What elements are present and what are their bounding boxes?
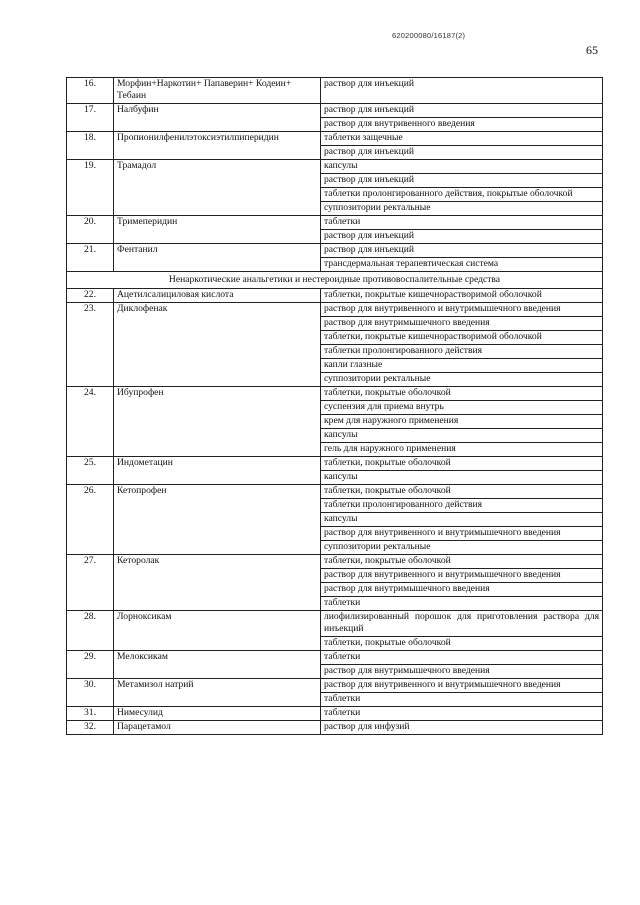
row-number: 27. [67, 555, 114, 611]
document-id: 620200080/16187(2) [392, 31, 466, 40]
dosage-form: таблетки, покрытые оболочкой [321, 637, 603, 651]
drug-name: Диклофенак [114, 303, 321, 387]
dosage-form: раствор для инъекций [321, 78, 603, 104]
dosage-form: раствор для инфузий [321, 721, 603, 735]
dosage-form: капсулы [321, 471, 603, 485]
row-number: 30. [67, 679, 114, 707]
dosage-form: раствор для внутривенного и внутримышечного введения [321, 527, 603, 541]
dosage-form: раствор для инъекций [321, 244, 603, 258]
drug-name: Парацетамол [114, 721, 321, 735]
table-row [67, 457, 603, 471]
dosage-form: таблетки пролонгированного действия [321, 499, 603, 513]
drug-name: Индометацин [114, 457, 321, 485]
dosage-form: раствор для внутривенного и внутримышечного введения [321, 303, 603, 317]
drug-name: Налбуфин [114, 104, 321, 132]
row-number: 26. [67, 485, 114, 555]
dosage-form: трансдермальная терапевтическая система [321, 258, 603, 272]
table-row [67, 244, 603, 258]
drug-name: Ибупрофен [114, 387, 321, 457]
dosage-form: таблетки [321, 216, 603, 230]
dosage-form: суппозитории ректальные [321, 202, 603, 216]
drug-table-body [67, 78, 603, 735]
drug-table [66, 77, 603, 735]
dosage-form: таблетки [321, 597, 603, 611]
table-row [67, 104, 603, 118]
drug-name: Морфин+Наркотин+ Папаверин+ Кодеин+ Тебаин [114, 78, 321, 104]
drug-name: Тримеперидин [114, 216, 321, 244]
dosage-form: суспензия для приема внутрь [321, 401, 603, 415]
table-row [67, 555, 603, 569]
table-row [67, 679, 603, 693]
dosage-form: таблетки, покрытые кишечнорастворимой оболочкой [321, 289, 603, 303]
row-number: 25. [67, 457, 114, 485]
dosage-form: раствор для внутримышечного введения [321, 583, 603, 597]
table-row [67, 160, 603, 174]
table-row [67, 289, 603, 303]
dosage-form: раствор для внутривенного и внутримышечного введения [321, 569, 603, 583]
dosage-form: таблетки, покрытые оболочкой [321, 387, 603, 401]
row-number: 18. [67, 132, 114, 160]
row-number: 21. [67, 244, 114, 272]
dosage-form: таблетки защечные [321, 132, 603, 146]
dosage-form: таблетки, покрытые оболочкой [321, 555, 603, 569]
dosage-form: капсулы [321, 160, 603, 174]
table-row [67, 132, 603, 146]
table-row [67, 707, 603, 721]
dosage-form: раствор для инъекций [321, 104, 603, 118]
drug-name: Трамадол [114, 160, 321, 216]
drug-name: Ацетилсалициловая кислота [114, 289, 321, 303]
dosage-form: капсулы [321, 513, 603, 527]
dosage-form: капсулы [321, 429, 603, 443]
row-number: 16. [67, 78, 114, 104]
dosage-form: раствор для инъекций [321, 146, 603, 160]
drug-name: Кетопрофен [114, 485, 321, 555]
drug-name: Кеторолак [114, 555, 321, 611]
dosage-form: раствор для внутримышечного введения [321, 665, 603, 679]
row-number: 29. [67, 651, 114, 679]
drug-name: Нимесулид [114, 707, 321, 721]
row-number: 23. [67, 303, 114, 387]
table-row [67, 216, 603, 230]
row-number: 22. [67, 289, 114, 303]
dosage-form: таблетки, покрытые оболочкой [321, 457, 603, 471]
table-row [67, 78, 603, 104]
dosage-form: раствор для инъекций [321, 230, 603, 244]
drug-name: Лорноксикам [114, 611, 321, 651]
dosage-form: лиофилизированный порошок для приготовления раствора для инъекций [321, 611, 603, 637]
table-row [67, 387, 603, 401]
dosage-form: таблетки [321, 707, 603, 721]
dosage-form: таблетки [321, 651, 603, 665]
dosage-form: раствор для инъекций [321, 174, 603, 188]
page-number: 65 [586, 43, 598, 57]
row-number: 19. [67, 160, 114, 216]
row-number: 20. [67, 216, 114, 244]
drug-name: Метамизол натрий [114, 679, 321, 707]
table-row [67, 611, 603, 637]
dosage-form: гель для наружного применения [321, 443, 603, 457]
dosage-form: раствор для внутривенного и внутримышечного введения [321, 679, 603, 693]
dosage-form: раствор для внутривенного введения [321, 118, 603, 132]
dosage-form: таблетки [321, 693, 603, 707]
dosage-form: раствор для внутримышечного введения [321, 317, 603, 331]
table-row [67, 721, 603, 735]
dosage-form: таблетки, покрытые кишечнорастворимой оболочкой [321, 331, 603, 345]
row-number: 31. [67, 707, 114, 721]
row-number: 17. [67, 104, 114, 132]
section-header-row [67, 272, 603, 289]
dosage-form: суппозитории ректальные [321, 373, 603, 387]
table-row [67, 651, 603, 665]
dosage-form: суппозитории ректальные [321, 541, 603, 555]
dosage-form: таблетки пролонгированного действия [321, 345, 603, 359]
row-number: 32. [67, 721, 114, 735]
dosage-form: капли глазные [321, 359, 603, 373]
table-row [67, 303, 603, 317]
row-number: 24. [67, 387, 114, 457]
dosage-form: крем для наружного применения [321, 415, 603, 429]
section-title: Ненаркотические анальгетики и нестероидные противовоспалительные средства [67, 272, 603, 289]
dosage-form: таблетки пролонгированного действия, покрытые оболочкой [321, 188, 603, 202]
row-number: 28. [67, 611, 114, 651]
drug-name: Пропионилфенилэтоксиэтилпиперидин [114, 132, 321, 160]
table-row [67, 485, 603, 499]
dosage-form: таблетки, покрытые оболочкой [321, 485, 603, 499]
drug-name: Фентанил [114, 244, 321, 272]
drug-name: Мелоксикам [114, 651, 321, 679]
